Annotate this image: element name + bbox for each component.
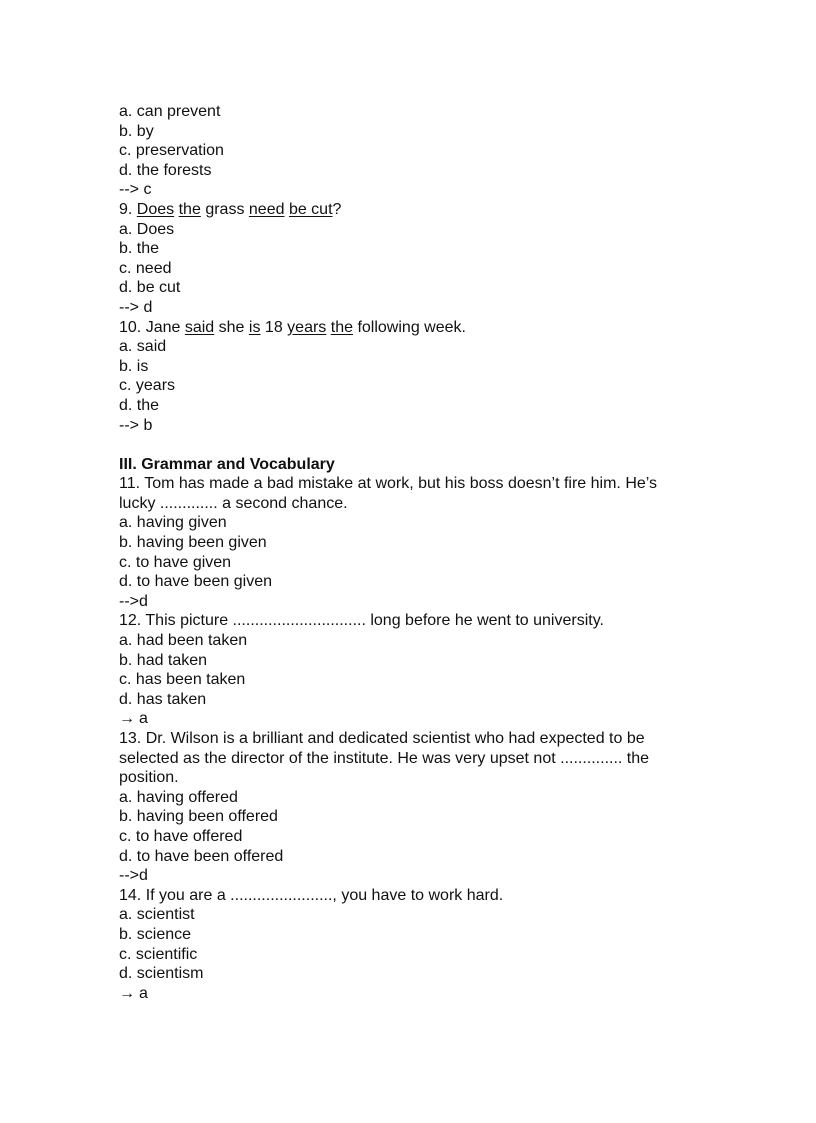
q8-option-d: d. the forests: [119, 161, 212, 179]
q9-number: 9.: [119, 200, 133, 218]
q10-stem: [119, 318, 719, 338]
q8-option-a: a. can prevent: [119, 103, 221, 120]
q10-option-d: d. the: [119, 396, 160, 414]
q10-underlined-word: the: [330, 318, 353, 336]
q14-stem: 14. If you are a ......................., you have to work hard.: [119, 886, 504, 904]
q10-option-b: b. is: [119, 357, 149, 375]
q13-answer: -->d: [119, 867, 148, 885]
q9-option-b: b. the: [119, 240, 160, 258]
q9-underlined-word: be cut: [288, 200, 333, 218]
q14-option-a: a. scientist: [119, 906, 195, 924]
q9-answer: --> d: [119, 298, 153, 316]
section-spacer: [119, 435, 719, 455]
q10-option-a: a. said: [119, 338, 167, 356]
section-heading: III. Grammar and Vocabulary: [119, 455, 335, 473]
q9-option-a: a. Does: [119, 220, 175, 238]
q12-answer: [119, 709, 719, 729]
q9-underlined-word: Does: [136, 200, 175, 218]
q10-number: 10. Jane: [119, 318, 181, 336]
q8-option-c: c. preservation: [119, 142, 224, 160]
q10-option-c: c. years: [119, 377, 176, 395]
q10-answer: --> b: [119, 416, 153, 434]
q11-option-c: c. to have given: [119, 553, 232, 571]
q12-stem: 12. This picture .............................. long before he went to university.: [119, 612, 604, 630]
q11-option-b: b. having been given: [119, 534, 267, 552]
q10-word: following week.: [357, 318, 466, 336]
q13-stem-line1: 13. Dr. Wilson is a brilliant and dedicated scientist who had expected to be: [119, 730, 645, 747]
q13-option-a: a. having offered: [119, 788, 238, 806]
q9-stem: [119, 200, 719, 220]
q11-option-d: d. to have been given: [119, 573, 273, 591]
q11-option-a: a. having given: [119, 514, 227, 532]
q11-stem-line2: lucky ............. a second chance.: [119, 494, 348, 512]
q12-answer-letter: a: [139, 710, 148, 728]
q10-underlined-word: said: [184, 318, 215, 336]
q9-underlined-word: the: [178, 200, 201, 218]
q10-word: 18: [264, 318, 283, 336]
q9-option-c: c. need: [119, 259, 172, 277]
document-page: [119, 102, 719, 1003]
q12-option-d: d. has taken: [119, 690, 207, 708]
q9-underlined-word: need: [248, 200, 285, 218]
q13-option-b: b. having been offered: [119, 808, 278, 826]
q12-option-b: b. had taken: [119, 651, 208, 669]
q11-stem-line1: 11. Tom has made a bad mistake at work, but his boss doesn’t fire him. He’s: [119, 475, 658, 493]
q13-stem-line3: position.: [119, 769, 179, 787]
q13-stem-line2: selected as the director of the institute. He was very upset not .............. the: [119, 749, 650, 767]
q8-option-b: b. by: [119, 122, 154, 140]
q14-option-c: c. scientific: [119, 945, 198, 963]
q12-option-a: a. had been taken: [119, 632, 248, 650]
q13-option-d: d. to have been offered: [119, 847, 284, 865]
q14-option-d: d. scientism: [119, 965, 204, 983]
q10-underlined-word: years: [287, 318, 327, 336]
q9-punct: ?: [332, 200, 342, 218]
q14-option-b: b. science: [119, 925, 192, 943]
q8-answer: --> c: [119, 181, 152, 199]
q9-option-d: d. be cut: [119, 279, 181, 297]
q10-word: she: [218, 318, 245, 336]
q9-word: grass: [205, 200, 245, 218]
arrow-right-icon: →: [119, 984, 135, 1002]
q11-answer: -->d: [119, 592, 148, 610]
q12-option-c: c. has been taken: [119, 671, 246, 689]
arrow-right-icon: →: [119, 710, 135, 728]
q10-underlined-word: is: [248, 318, 261, 336]
q14-answer-letter: a: [139, 984, 148, 1002]
q13-option-c: c. to have offered: [119, 827, 243, 845]
q14-answer: [119, 984, 719, 1004]
